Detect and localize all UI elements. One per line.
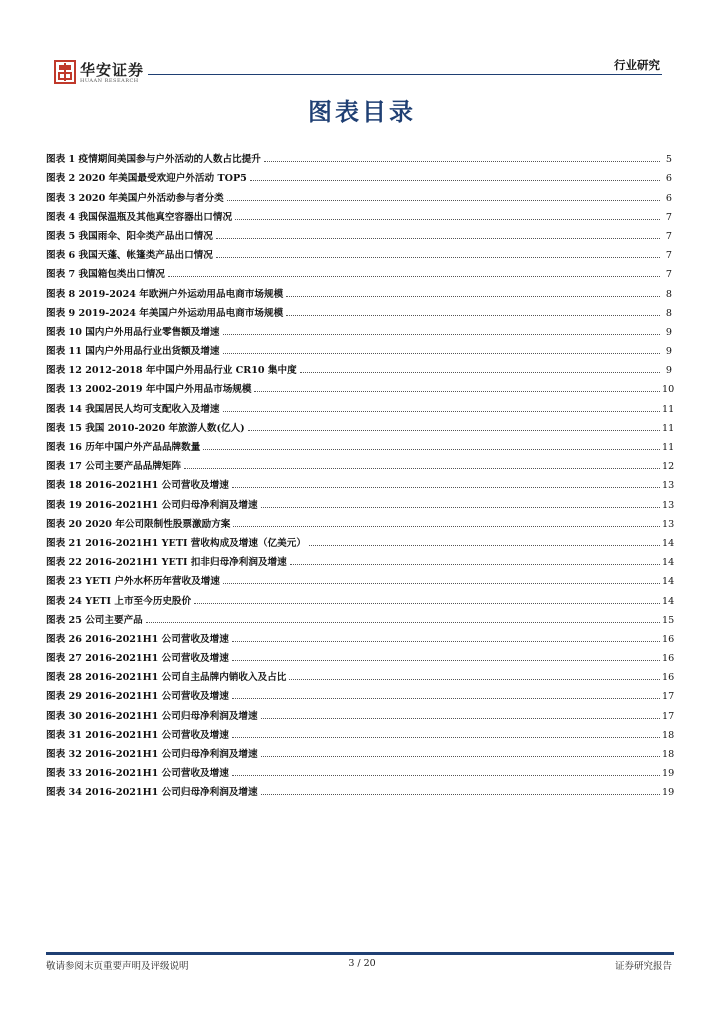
toc-leader-dots bbox=[223, 334, 660, 335]
toc-entry-page: 6 bbox=[665, 173, 672, 185]
toc-leader-dots bbox=[232, 737, 660, 738]
toc-entry-label: 图表 2 2020 年美国最受欢迎户外活动 TOP5 bbox=[46, 173, 247, 185]
toc-entry[interactable] bbox=[46, 472, 675, 492]
toc-entry[interactable] bbox=[46, 165, 672, 184]
toc-leader-dots bbox=[286, 315, 660, 316]
toc-entry[interactable] bbox=[46, 664, 675, 684]
toc-leader-dots bbox=[290, 564, 660, 565]
toc-leader-dots bbox=[232, 698, 660, 699]
toc-entry-label: 图表 32 2016-2021H1 公司归母净利润及增速 bbox=[46, 749, 258, 760]
toc-entry-page: 17 bbox=[662, 691, 675, 703]
toc-entry-page: 9 bbox=[665, 365, 672, 377]
toc-entry-page: 16 bbox=[662, 653, 675, 665]
toc-leader-dots bbox=[146, 622, 660, 623]
toc-entry[interactable] bbox=[46, 587, 675, 607]
toc-entry-page: 11 bbox=[662, 403, 675, 415]
toc-entry-page: 8 bbox=[665, 288, 672, 300]
toc-entry-page: 10 bbox=[662, 384, 675, 396]
toc-entry-page: 16 bbox=[662, 672, 675, 684]
toc-entry-page: 11 bbox=[662, 442, 675, 453]
toc-entry[interactable] bbox=[46, 702, 675, 722]
toc-leader-dots bbox=[232, 775, 660, 776]
toc-entry-label: 图表 6 我国天蓬、帐篷类产品出口情况 bbox=[46, 250, 213, 262]
toc-leader-dots bbox=[223, 583, 660, 584]
huaan-logo-icon bbox=[54, 60, 76, 84]
toc-entry-label: 图表 1 疫情期间美国参与户外活动的人数占比提升 bbox=[46, 154, 261, 166]
toc-leader-dots bbox=[289, 679, 660, 680]
toc-entry-label: 图表 10 国内户外用品行业零售额及增速 bbox=[46, 326, 220, 338]
toc-entry-page: 13 bbox=[662, 499, 675, 511]
toc-entry-page: 12 bbox=[662, 461, 675, 473]
toc-entry-page: 14 bbox=[662, 557, 675, 569]
toc-entry-label: 图表 18 2016-2021H1 公司营收及增速 bbox=[46, 480, 229, 492]
toc-entry-page: 14 bbox=[662, 537, 675, 549]
toc-entry-label: 图表 34 2016-2021H1 公司归母净利润及增速 bbox=[46, 787, 258, 799]
toc-entry[interactable] bbox=[46, 779, 675, 799]
toc-leader-dots bbox=[168, 276, 660, 277]
toc-entry[interactable] bbox=[46, 300, 672, 319]
toc-leader-dots bbox=[194, 603, 660, 604]
toc-entry-label: 图表 21 2016-2021H1 YETI 营收构成及增速（亿美元） bbox=[46, 537, 306, 549]
toc-entry[interactable] bbox=[46, 415, 675, 434]
toc-entry-page: 7 bbox=[665, 250, 672, 262]
toc-entry-page: 19 bbox=[662, 787, 675, 799]
toc-leader-dots bbox=[261, 794, 660, 795]
toc-entry-label: 图表 9 2019-2024 年美国户外运动用品电商市场规模 bbox=[46, 307, 284, 319]
toc-entry-page: 16 bbox=[662, 633, 675, 645]
toc-leader-dots bbox=[254, 391, 660, 392]
toc-entry-page: 6 bbox=[665, 192, 672, 204]
toc-entry[interactable] bbox=[46, 376, 675, 396]
toc-entry[interactable] bbox=[46, 261, 672, 280]
toc-entry[interactable] bbox=[46, 223, 672, 242]
toc-entry-label: 图表 23 YETI 户外水杯历年营收及增速 bbox=[46, 576, 220, 588]
toc-entry-page: 18 bbox=[662, 729, 675, 741]
toc-entry-label: 图表 11 国内户外用品行业出货额及增速 bbox=[46, 346, 220, 358]
toc-entry-label: 图表 3 2020 年美国户外活动参与者分类 bbox=[46, 192, 224, 204]
toc-entry[interactable] bbox=[46, 511, 675, 530]
toc-leader-dots bbox=[264, 161, 660, 162]
toc-entry-page: 7 bbox=[665, 230, 672, 242]
header-divider bbox=[148, 74, 662, 75]
toc-leader-dots bbox=[227, 200, 660, 201]
section-label: 行业研究 bbox=[614, 58, 660, 72]
toc-entry[interactable] bbox=[46, 242, 672, 261]
toc-entry-label: 图表 20 2020 年公司限制性股票激励方案 bbox=[46, 518, 231, 530]
toc-entry-page: 7 bbox=[665, 211, 672, 223]
toc-entry[interactable] bbox=[46, 607, 675, 626]
toc-entry[interactable] bbox=[46, 204, 672, 223]
toc-leader-dots bbox=[232, 487, 660, 488]
toc-entry-label: 图表 8 2019-2024 年欧洲户外运动用品电商市场规模 bbox=[46, 288, 284, 300]
toc-entry-label: 图表 17 公司主要产品品牌矩阵 bbox=[46, 461, 182, 473]
toc-entry[interactable] bbox=[46, 453, 675, 473]
toc-entry-label: 图表 27 2016-2021H1 公司营收及增速 bbox=[46, 653, 229, 665]
toc-leader-dots bbox=[232, 641, 660, 642]
toc-entry[interactable] bbox=[46, 338, 672, 357]
brand-name: 华安证券 bbox=[80, 61, 145, 79]
toc-entry[interactable] bbox=[46, 645, 675, 665]
toc-entry[interactable] bbox=[46, 741, 675, 760]
toc-entry-label: 图表 4 我国保温瓶及其他真空容器出口情况 bbox=[46, 211, 233, 223]
toc-entry-label: 图表 5 我国雨伞、阳伞类产品出口情况 bbox=[46, 230, 213, 242]
toc-leader-dots bbox=[223, 353, 660, 354]
toc-leader-dots bbox=[235, 219, 660, 220]
footer-report-type: 证券研究报告 bbox=[614, 961, 672, 972]
toc-entry[interactable] bbox=[46, 491, 675, 511]
toc-entry-label: 图表 24 YETI 上市至今历史股价 bbox=[46, 595, 192, 607]
toc-entry-page: 14 bbox=[662, 576, 675, 588]
toc-entry[interactable] bbox=[46, 357, 672, 376]
toc-leader-dots bbox=[261, 507, 660, 508]
brand-subtitle: HUAAN RESEARCH bbox=[80, 78, 139, 84]
toc-entry-label: 图表 31 2016-2021H1 公司营收及增速 bbox=[46, 729, 229, 741]
toc-leader-dots bbox=[223, 411, 660, 412]
toc-entry-page: 15 bbox=[662, 614, 675, 626]
toc-entry-label: 图表 26 2016-2021H1 公司营收及增速 bbox=[46, 633, 229, 645]
toc-leader-dots bbox=[248, 430, 660, 431]
toc-leader-dots bbox=[261, 718, 660, 719]
footer-disclaimer: 敬请参阅末页重要声明及评级说明 bbox=[46, 961, 189, 972]
toc-entry[interactable] bbox=[46, 184, 672, 203]
toc-entry-label: 图表 29 2016-2021H1 公司营收及增速 bbox=[46, 691, 229, 703]
footer-page-number: 3 / 20 bbox=[348, 958, 376, 969]
toc-entry-page: 9 bbox=[665, 326, 672, 338]
page-header bbox=[0, 0, 724, 90]
toc-entry-label: 图表 15 我国 2010-2020 年旅游人数(亿人) bbox=[46, 422, 245, 434]
toc-entry-page: 13 bbox=[662, 480, 675, 492]
toc-entry-label: 图表 12 2012-2018 年中国户外用品行业 CR10 集中度 bbox=[46, 365, 297, 377]
toc-entry-page: 8 bbox=[665, 307, 672, 319]
toc-leader-dots bbox=[250, 180, 660, 181]
toc-leader-dots bbox=[300, 372, 660, 373]
toc-entry-label: 图表 16 历年中国户外产品品牌数量 bbox=[46, 442, 201, 453]
toc-entry[interactable] bbox=[46, 395, 675, 415]
toc-entry-page: 9 bbox=[665, 346, 672, 358]
toc-entry-label: 图表 14 我国居民人均可支配收入及增速 bbox=[46, 403, 220, 415]
toc-entry-label: 图表 7 我国箱包类出口情况 bbox=[46, 269, 165, 281]
toc-leader-dots bbox=[286, 296, 660, 297]
toc-entry-label: 图表 22 2016-2021H1 YETI 扣非归母净利润及增速 bbox=[46, 557, 287, 569]
toc-entry[interactable] bbox=[46, 319, 672, 338]
toc-leader-dots bbox=[203, 449, 660, 450]
toc-entry-page: 11 bbox=[662, 422, 675, 434]
toc-entry[interactable] bbox=[46, 626, 675, 645]
toc-entry[interactable] bbox=[46, 146, 672, 165]
toc-entry-label: 图表 13 2002-2019 年中国户外用品市场规模 bbox=[46, 384, 252, 396]
toc-entry-label: 图表 19 2016-2021H1 公司归母净利润及增速 bbox=[46, 499, 258, 511]
toc-entry-page: 7 bbox=[665, 269, 672, 281]
toc-entry-page: 19 bbox=[662, 768, 675, 780]
toc-entry[interactable] bbox=[46, 280, 672, 299]
toc-entry[interactable] bbox=[46, 683, 675, 703]
toc-entry[interactable] bbox=[46, 434, 675, 453]
page-title: 图表目录 bbox=[308, 97, 416, 126]
table-of-figures bbox=[46, 146, 675, 799]
toc-entry-label: 图表 33 2016-2021H1 公司营收及增速 bbox=[46, 768, 229, 780]
toc-leader-dots bbox=[184, 468, 660, 469]
footer-divider bbox=[46, 952, 674, 955]
toc-leader-dots bbox=[233, 526, 660, 527]
toc-leader-dots bbox=[261, 756, 660, 757]
toc-entry-page: 17 bbox=[662, 710, 675, 722]
toc-entry-label: 图表 28 2016-2021H1 公司自主品牌内销收入及占比 bbox=[46, 672, 287, 684]
toc-leader-dots bbox=[216, 238, 660, 239]
toc-entry[interactable] bbox=[46, 568, 675, 588]
toc-entry-label: 图表 30 2016-2021H1 公司归母净利润及增速 bbox=[46, 710, 258, 722]
toc-entry[interactable] bbox=[46, 760, 675, 780]
toc-entry[interactable] bbox=[46, 722, 675, 741]
toc-leader-dots bbox=[309, 545, 660, 546]
toc-leader-dots bbox=[216, 257, 660, 258]
toc-entry-page: 14 bbox=[662, 595, 675, 607]
toc-leader-dots bbox=[232, 660, 660, 661]
toc-entry[interactable] bbox=[46, 549, 675, 569]
toc-entry-label: 图表 25 公司主要产品 bbox=[46, 614, 143, 626]
toc-entry-page: 18 bbox=[662, 749, 675, 760]
toc-entry-page: 5 bbox=[665, 154, 672, 166]
toc-entry[interactable] bbox=[46, 530, 675, 549]
toc-entry-page: 13 bbox=[662, 518, 675, 530]
